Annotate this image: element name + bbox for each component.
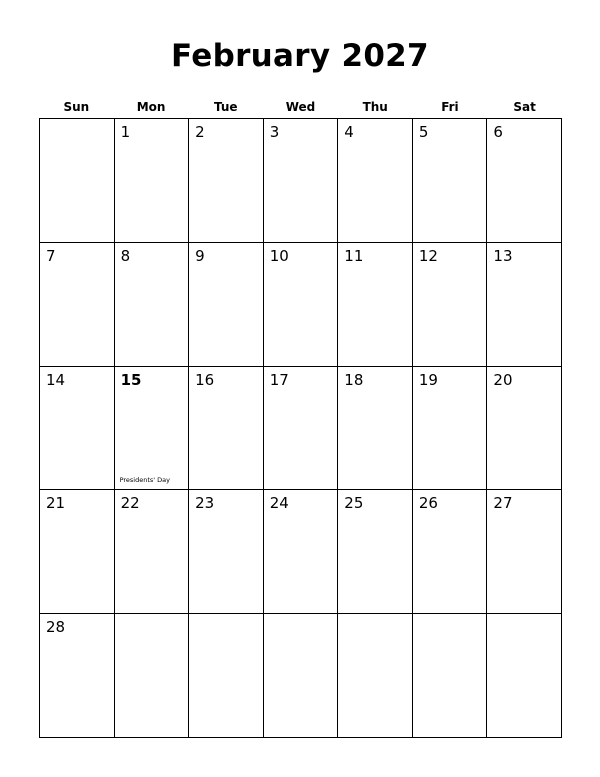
day-cell <box>338 367 413 491</box>
day-cell <box>189 367 264 491</box>
day-cell <box>487 243 562 367</box>
day-cell <box>413 490 488 614</box>
day-cell <box>40 614 115 738</box>
weekday-label-wed: Wed <box>285 100 316 114</box>
day-cell <box>40 119 115 243</box>
day-cell <box>40 367 115 491</box>
day-number: 21 <box>46 494 66 513</box>
calendar-grid <box>39 118 562 738</box>
weekday-label-tue: Tue <box>214 100 238 114</box>
day-number: 12 <box>418 246 438 265</box>
day-cell <box>413 614 488 738</box>
day-cell <box>487 119 562 243</box>
day-number: 16 <box>195 370 215 389</box>
weekday-header-row <box>39 98 562 116</box>
weekday-label-sat: Sat <box>513 100 536 114</box>
day-number: 28 <box>46 618 66 637</box>
day-cell <box>264 490 339 614</box>
day-number: 7 <box>46 246 56 265</box>
day-number: 10 <box>269 246 289 265</box>
weekday-label-mon: Mon <box>136 100 166 114</box>
day-cell <box>338 490 413 614</box>
day-cell <box>413 119 488 243</box>
day-cell <box>189 490 264 614</box>
day-number: 13 <box>493 246 513 265</box>
day-cell <box>264 614 339 738</box>
day-cell <box>189 243 264 367</box>
day-number: 26 <box>418 494 438 513</box>
day-number: 25 <box>344 494 364 513</box>
day-cell <box>115 490 190 614</box>
day-cell <box>264 367 339 491</box>
day-number: 19 <box>418 370 438 389</box>
day-cell <box>338 119 413 243</box>
day-cell <box>264 119 339 243</box>
weekday-label-thu: Thu <box>362 100 388 114</box>
calendar-title: February 2027 <box>171 38 429 74</box>
holiday-label: Presidents' Day <box>119 476 170 485</box>
day-number: 17 <box>269 370 289 389</box>
day-cell <box>338 614 413 738</box>
day-number: 11 <box>344 246 364 265</box>
day-number: 2 <box>195 123 205 141</box>
day-number: 6 <box>493 123 503 141</box>
day-number: 3 <box>269 123 280 141</box>
day-cell <box>264 243 339 367</box>
day-cell <box>487 367 562 491</box>
day-cell <box>115 614 190 738</box>
day-cell <box>338 243 413 367</box>
day-number: 27 <box>493 494 513 513</box>
day-number: 18 <box>344 370 364 389</box>
day-cell <box>115 243 190 367</box>
day-cell <box>40 243 115 367</box>
weekday-label-sun: Sun <box>63 100 90 114</box>
day-cell <box>40 490 115 614</box>
day-number: 8 <box>120 246 131 265</box>
day-number: 22 <box>120 494 140 513</box>
day-cell <box>189 614 264 738</box>
day-number: 24 <box>269 494 289 513</box>
day-number: 5 <box>418 123 429 141</box>
day-cell <box>115 367 190 491</box>
day-number: 1 <box>120 123 131 141</box>
day-number: 4 <box>344 123 354 141</box>
day-number: 9 <box>195 246 205 265</box>
day-cell <box>413 367 488 491</box>
weekday-label-fri: Fri <box>441 100 459 114</box>
day-number: 15 <box>120 370 142 389</box>
day-cell <box>487 490 562 614</box>
day-cell <box>413 243 488 367</box>
day-number: 14 <box>46 370 66 389</box>
day-number: 23 <box>195 494 215 513</box>
day-cell <box>115 119 190 243</box>
day-cell <box>189 119 264 243</box>
day-cell <box>487 614 562 738</box>
day-number: 20 <box>493 370 513 389</box>
